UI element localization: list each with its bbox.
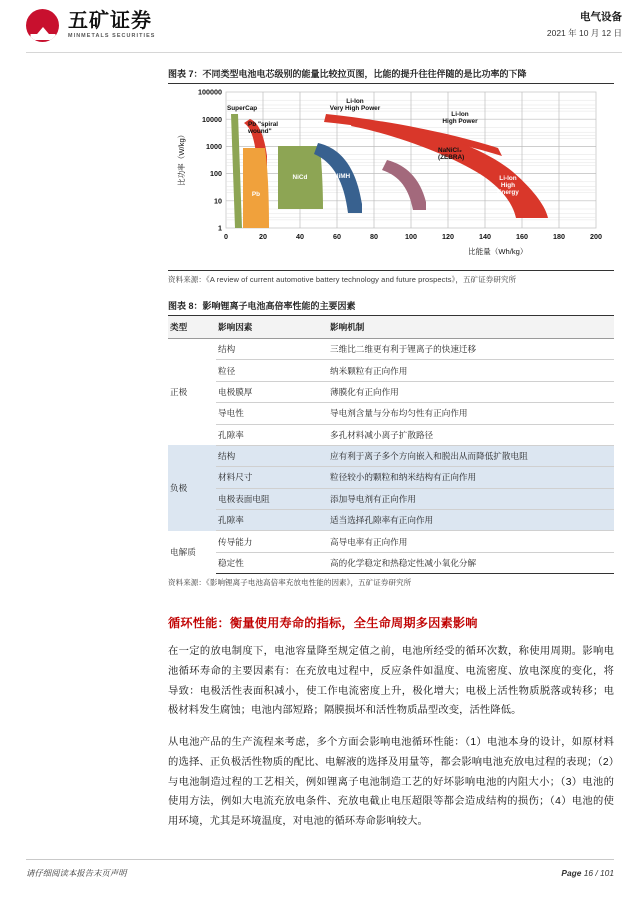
table-row — [168, 403, 614, 424]
label-liion-vhp-1: Li-Ion — [346, 98, 364, 105]
table-row — [168, 488, 614, 509]
row-mechanism: 适当选择孔隙率有正向作用 — [328, 510, 614, 531]
table-row — [168, 510, 614, 531]
table-row — [168, 339, 614, 360]
svg-text:100: 100 — [405, 232, 417, 241]
chart-ylabel: 比功率（W/kg） — [177, 130, 186, 186]
row-factor: 材料尺寸 — [216, 467, 328, 488]
table-row — [168, 424, 614, 445]
col-header-factor: 影响因素 — [216, 316, 328, 339]
label-nicd: NiCd — [292, 174, 308, 181]
table-row — [168, 381, 614, 402]
svg-text:10: 10 — [214, 196, 222, 206]
minmetals-emblem-icon — [26, 9, 59, 42]
chart-xlabel: 比能量（Wh/kg） — [468, 247, 528, 256]
brand-name-en: MINMETALS SECURITIES — [68, 33, 156, 40]
row-factor: 导电性 — [216, 403, 328, 424]
svg-text:1: 1 — [218, 223, 222, 233]
row-factor: 结构 — [216, 445, 328, 466]
row-factor: 孔隙率 — [216, 424, 328, 445]
brand-logo — [26, 9, 156, 42]
svg-text:200: 200 — [590, 232, 602, 241]
label-nimh: NiMH — [333, 173, 351, 180]
row-factor: 传导能力 — [216, 531, 328, 552]
table-row — [168, 445, 614, 466]
band-pb — [243, 148, 269, 228]
page-indicator — [561, 868, 614, 878]
chart-y-ticklabels — [198, 88, 222, 233]
svg-text:20: 20 — [259, 232, 267, 241]
row-mechanism: 三维比二维更有利于锂离子的快速迁移 — [328, 339, 614, 360]
label-liion-vhp-2: Very High Power — [329, 105, 381, 112]
svg-text:160: 160 — [516, 232, 528, 241]
svg-text:60: 60 — [333, 232, 341, 241]
page-label: Page — [561, 868, 582, 878]
svg-text:1000: 1000 — [206, 142, 222, 151]
figure7-top-rule — [168, 83, 614, 84]
label-pb: Pb — [251, 191, 261, 198]
figure7-chart — [168, 86, 614, 268]
figure7-caption: 图表 7：不同类型电池电芯级别的能量比较拉页图，比能的提升往往伴随的是比功率的下降 — [168, 69, 527, 79]
body-paragraph-1: 在一定的放电制度下，电池容量降至规定值之前，电池所经受的循环次数，称使用周期。影响电池循环寿命的主要因素有：在充放电过程中，反应条件如温度、电流密度、放电深度的变化，将导致：电极活性表面积减小，使工作电流密度上升，极化增大；电极上活性物质脱落或转移；电极材料发生腐蚀；电池内部短路；隔膜损坏和活性物质晶型改变，活性降低。 — [168, 646, 614, 717]
svg-text:120: 120 — [442, 232, 454, 241]
svg-text:100000: 100000 — [198, 87, 222, 97]
body-paragraph-2: 从电池产品的生产流程来考虑，多个方面会影响电池循环性能：（1）电池本身的设计，如原材料的选择、正负极活性物质的配比、电解液的选择及用量等，都会影响电池充放电过程的表现；（2）与电池制造过程的工艺相关，例如锂离子电池制造工艺的好坏影响电池的内阻大小；（3）电池的使用方法，例如大电流充放电条件、充放电截止电压超限等都会造成结构的损伤；（4）电池的使用环境，尤其是环境温度，对电池的循环寿命影响较大。 — [168, 737, 614, 828]
figure8-source: 资料来源：《影响锂离子电池高倍率充放电性能的因素》，五矿证券研究所 — [168, 578, 412, 588]
row-mechanism: 应有利于离子多个方向嵌入和脱出从而降低扩散电阻 — [328, 445, 614, 466]
label-liion-hp-2: High Power — [442, 118, 478, 125]
row-category: 正极 — [170, 386, 188, 397]
label-liion-he-1: Li-Ion — [499, 175, 517, 182]
label-nanicl2-2: (ZEBRA) — [438, 154, 465, 161]
row-factor: 电极膜厚 — [216, 381, 328, 402]
col-header-type: 类型 — [168, 316, 216, 339]
row-mechanism: 高导电率有正向作用 — [328, 531, 614, 552]
table-row — [168, 360, 614, 381]
table-header-row — [168, 316, 614, 339]
label-liion-he-3: Energy — [497, 189, 519, 196]
svg-text:0: 0 — [224, 232, 228, 241]
row-mechanism: 粒径较小的颗粒和纳米结构有正向作用 — [328, 467, 614, 488]
row-mechanism: 纳米颗粒有正向作用 — [328, 360, 614, 381]
factors-table — [168, 316, 614, 574]
label-pb-spiral-2: wound" — [248, 128, 272, 135]
row-mechanism: 添加导电剂有正向作用 — [328, 488, 614, 509]
figure7-bottom-rule — [168, 270, 614, 271]
page-content — [0, 67, 640, 832]
row-factor: 孔隙率 — [216, 510, 328, 531]
row-factor: 稳定性 — [216, 552, 328, 573]
label-liion-he-2: High — [500, 182, 516, 189]
table-row — [168, 467, 614, 488]
page-header — [0, 0, 640, 48]
svg-text:80: 80 — [370, 232, 378, 241]
label-supercap: SuperCap — [227, 105, 258, 112]
figure7-source: 资料来源：《A review of current automotive battery technology and future prospects》，五矿证券研究所 — [168, 275, 517, 284]
row-factor: 结构 — [216, 339, 328, 360]
brand-text — [68, 11, 156, 39]
header-divider — [26, 52, 622, 53]
page-number: 16 / 101 — [583, 868, 614, 878]
section-heading: 循环性能：衡量使用寿命的指标，全生命周期多因素影响 — [168, 616, 478, 631]
header-meta — [547, 9, 622, 40]
svg-text:100: 100 — [210, 169, 222, 179]
row-mechanism: 导电剂含量与分布均匀性有正向作用 — [328, 403, 614, 424]
page-footer — [26, 859, 614, 879]
label-pb-spiral-1: Pb "spiral — [248, 121, 279, 128]
svg-text:10000: 10000 — [202, 114, 222, 124]
row-category: 负极 — [168, 445, 216, 531]
report-date: 2021 年 10 月 12 日 — [546, 28, 622, 39]
table-row — [168, 531, 614, 552]
label-liion-hp-1: Li-Ion — [451, 111, 469, 118]
svg-text:40: 40 — [296, 232, 304, 241]
footer-divider — [26, 859, 614, 860]
figure8-caption: 图表 8：影响锂离子电池高倍率性能的主要因素 — [168, 301, 356, 311]
report-sector: 电气设备 — [580, 11, 622, 23]
col-header-mechanism: 影响机制 — [328, 316, 614, 339]
row-factor: 粒径 — [216, 360, 328, 381]
chart-x-ticklabels — [224, 232, 602, 241]
row-factor: 电极表面电阻 — [216, 488, 328, 509]
footer-disclaimer: 请仔细阅读本报告末页声明 — [26, 868, 127, 878]
row-mechanism: 高的化学稳定和热稳定性减小氧化分解 — [328, 552, 614, 573]
row-mechanism: 多孔材料减小离子扩散路径 — [328, 424, 614, 445]
svg-text:140: 140 — [479, 232, 491, 241]
svg-text:180: 180 — [553, 232, 565, 241]
row-category: 电解质 — [170, 547, 196, 558]
brand-name-cn: 五矿证券 — [68, 10, 152, 33]
table-row — [168, 552, 614, 573]
label-nanicl2-1: NaNiCl₂ — [438, 147, 462, 154]
row-mechanism: 薄膜化有正向作用 — [328, 381, 614, 402]
ragone-plot-svg — [168, 86, 614, 266]
